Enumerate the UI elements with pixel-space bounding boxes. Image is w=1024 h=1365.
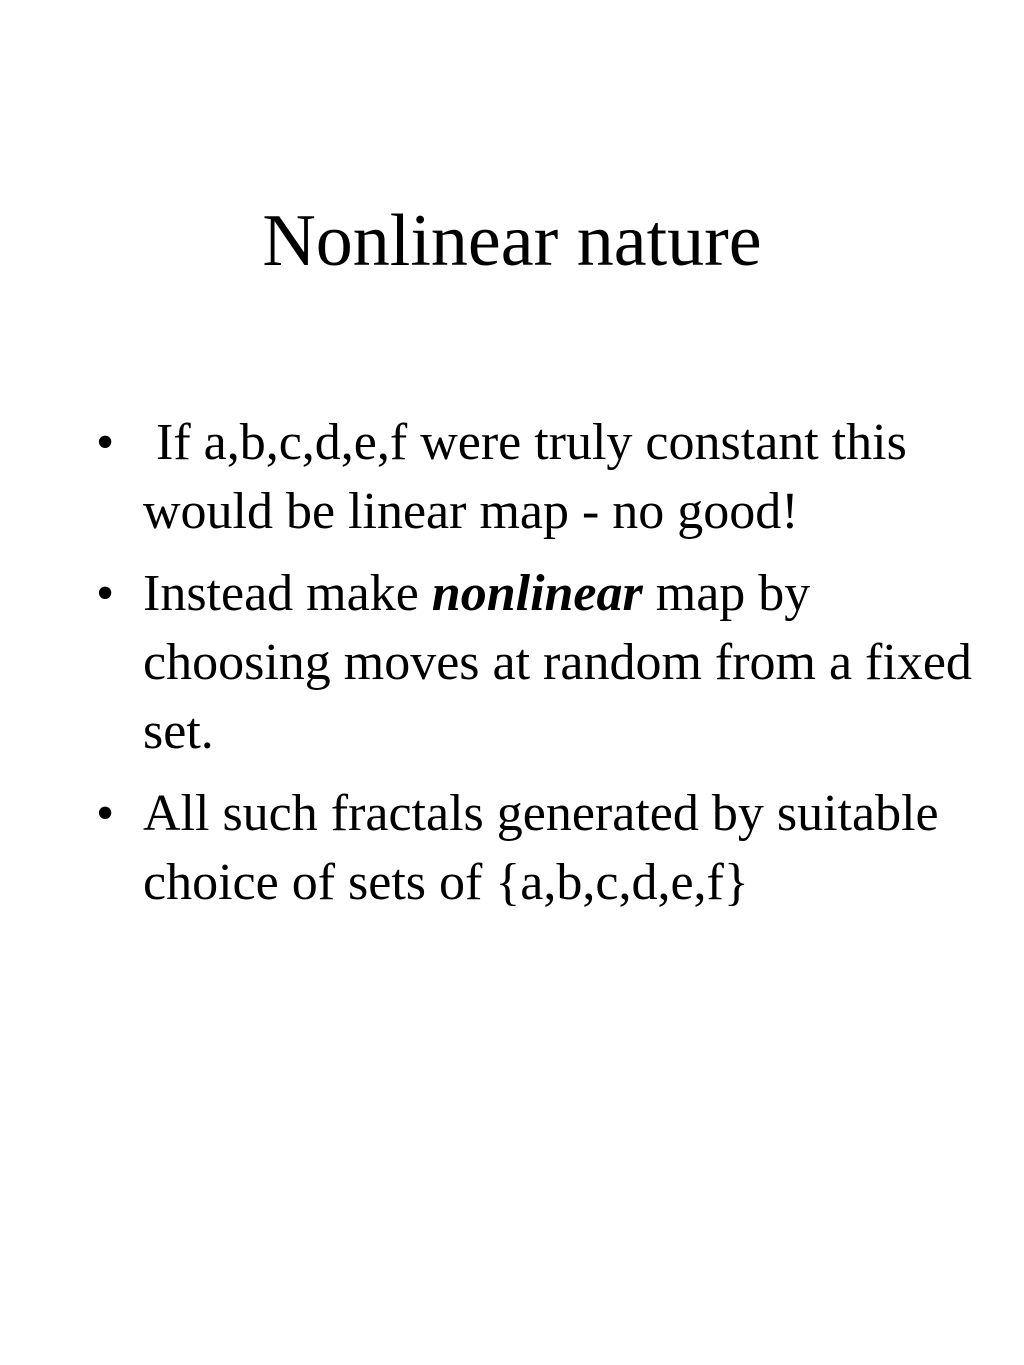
slide-title: Nonlinear nature <box>262 200 762 282</box>
bullet-dot-icon: • <box>96 565 115 622</box>
bullet-text-after: map by choosing moves at random from a fixed set. <box>143 565 985 760</box>
bullet-item-2 <box>96 559 985 766</box>
bullet-text: If a,b,c,d,e,f were truly constant this would be linear map - no good! <box>143 414 920 540</box>
bullet-dot-icon: • <box>96 785 115 842</box>
bullet-item-3 <box>96 779 976 917</box>
bullet-dot-icon: • <box>96 414 115 471</box>
bullet-text: All such fractals generated by suitable choice of sets of {a,b,c,d,e,f} <box>143 785 939 911</box>
bullet-emphasis: nonlinear <box>431 565 643 622</box>
bullet-item-1 <box>96 408 976 546</box>
bullet-list <box>96 408 985 930</box>
bullet-text-before: Instead make <box>143 565 432 622</box>
